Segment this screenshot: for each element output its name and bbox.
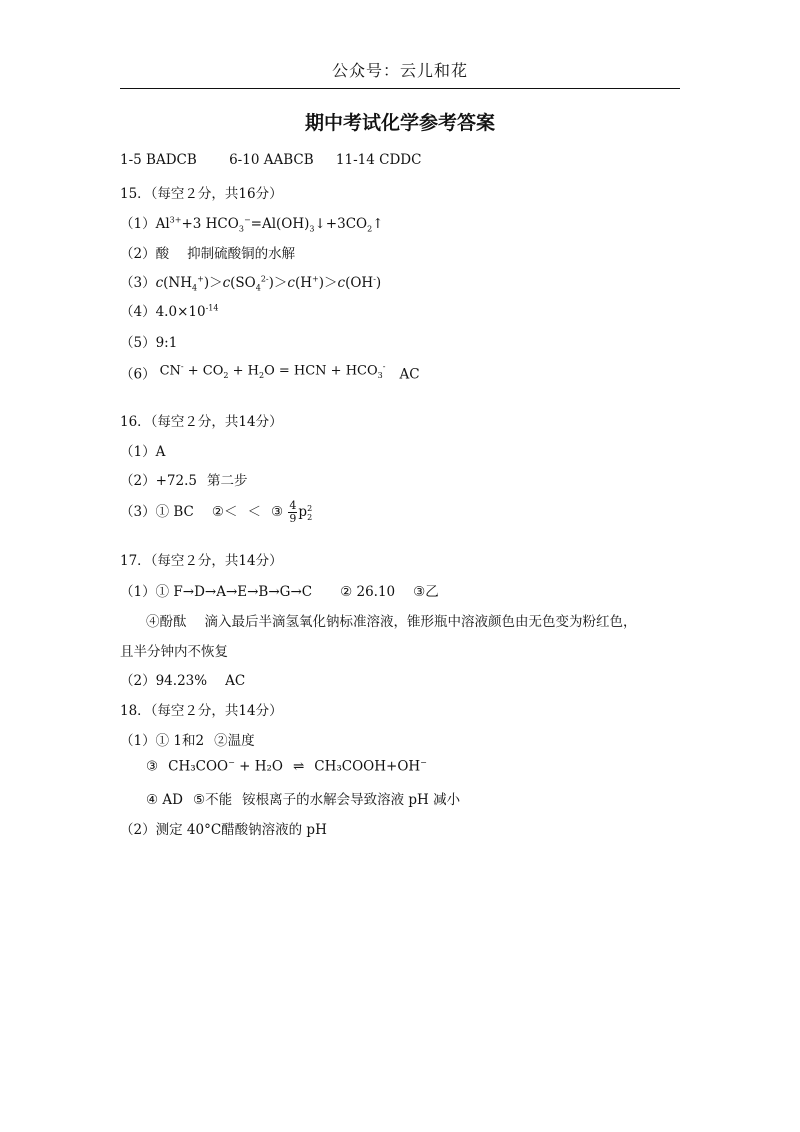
q18-heading: 18．（每空２分，共14分）: [120, 703, 283, 719]
page-header: 公众号：云儿和花: [331, 61, 468, 80]
q16-answer-2: （2）+72.5 第二步: [120, 473, 248, 489]
q17-answer-1-cont: ④酚酞 滴入最后半滴氢氧化钠标准溶液，锥形瓶中溶液颜色由无色变为粉红色，: [146, 614, 637, 630]
q17-answer-1-cont2: 且半分钟内不恢复: [120, 644, 228, 660]
q16-answer-3: （3）① BC ②＜ ＜ ③ $\frac{4}{9}$ p 2 2: [120, 499, 313, 525]
header-divider: [120, 88, 680, 89]
page-title: 期中考试化学参考答案: [304, 112, 495, 134]
q17-answer-1: （1）① F→D→A→E→B→G→C ② 26.10 ③乙: [120, 584, 439, 600]
fraction: $\frac{4}{9}$: [289, 499, 297, 525]
mc-6-10: 6-10 AABCB: [229, 152, 314, 168]
q15-answer-6: （6） $CN^- + CO_2 + H_2O$ = HCN + $HCO_3^-$ AC: [120, 362, 420, 383]
q18-answer-2: （2）测定 40°C醋酸钠溶液的 pH: [120, 822, 327, 838]
ion-equation: $CN^- + CO_2 + H_2O$ = HCN + $HCO_3^-$: [159, 362, 386, 380]
q15-answer-1: $(1)Al^{3+}+3$ $HCO_3^-=Al(OH)_3↓+3CO_2↑$: [120, 215, 384, 234]
q18-answer-1-cont: ④ AD ⑤不能 铵根离子的水解会导致溶液 pH 减小: [146, 792, 461, 808]
mc-11-14: 11-14 CDDC: [335, 152, 422, 168]
q16-answer-1: （1）A: [120, 444, 166, 460]
q15-answer-2: （2）酸 抑制硫酸铜的水解: [120, 246, 296, 262]
mc-answers: [120, 152, 421, 168]
q17-heading: 17．（每空２分，共14分）: [120, 553, 283, 569]
q16-heading: 16．（每空２分，共14分）: [120, 414, 283, 430]
q18-answer-1: （1）① 1和2 ②温度: [120, 733, 255, 749]
mc-1-5: 1-5 BADCB: [120, 152, 197, 168]
q18-answer-1-eq: ③ CH₃COO− + H₂O ⇌ CH₃COOH+OH−: [146, 758, 427, 775]
q15-answer-3: $(3)c(NH_4^+)>c(SO_4^{2-})>c(H^+)>c(OH^-)$: [120, 274, 382, 293]
q15-answer-4: $(4)4.0\times 10^{-14}$: [120, 303, 219, 320]
q15-answer-5: （5）9:1: [120, 335, 178, 351]
q15-heading: 15．（每空２分，共16分）: [120, 186, 283, 202]
equilibrium-arrow: ⇌: [292, 758, 305, 775]
q17-answer-2: （2）94.23% AC: [120, 673, 246, 689]
